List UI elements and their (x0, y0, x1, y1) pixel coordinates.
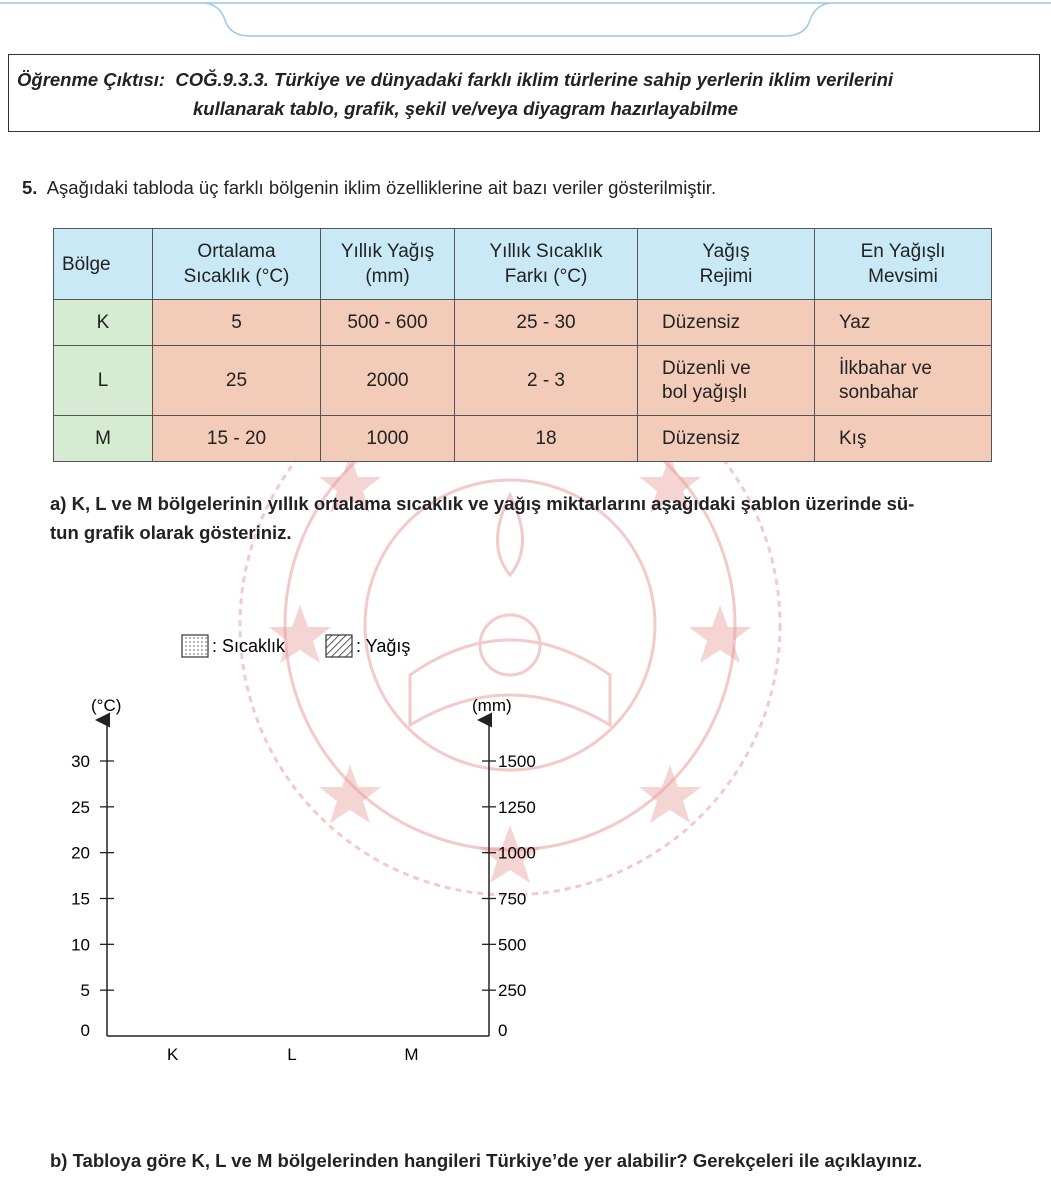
left-axis-tick-label: 25 (71, 797, 90, 817)
legend-swatch-precipitation (326, 635, 352, 657)
cell-precipitation: 2000 (321, 346, 455, 416)
right-axis-tick-label: 1000 (498, 843, 536, 863)
cell-region: L (54, 346, 153, 416)
left-axis-tick-label: 30 (71, 752, 90, 771)
right-axis-tick-label: 500 (498, 935, 527, 955)
cell-region: K (54, 300, 153, 346)
climate-data-table (53, 228, 992, 462)
learning-outcome-line-2: kullanarak tablo, grafik, şekil ve/veya diyagram hazırlayabilme (193, 98, 738, 119)
table-row (54, 346, 992, 416)
question-number: 5. (22, 177, 38, 198)
left-axis-tick-label: 15 (71, 889, 90, 909)
legend-swatch-temperature (182, 635, 208, 657)
top-decoration (0, 0, 1051, 40)
left-axis-unit-label: (°C) (91, 696, 122, 715)
cell-precipitation: 1000 (321, 416, 455, 462)
cell-regime: Düzensiz (638, 416, 815, 462)
x-axis-category-label: L (287, 1045, 297, 1064)
cell-season: Kış (815, 416, 992, 462)
table-row (54, 300, 992, 346)
header-precipitation-regime: Yağış Rejimi (638, 229, 815, 300)
cell-regime: Düzensiz (638, 300, 815, 346)
left-axis-tick-label: 5 (80, 981, 90, 1001)
cell-temperature: 15 - 20 (153, 416, 321, 462)
header-wettest-season: En Yağışlı Mevsimi (815, 229, 992, 300)
question-stem (22, 177, 716, 199)
learning-outcome-code: COĞ.9.3.3. Türkiye ve dünyadaki farklı iklim türlerine sahip yerlerin iklim verilerini (175, 69, 894, 90)
empty-bar-chart-template (0, 620, 1051, 1080)
table-row (54, 416, 992, 462)
cell-temperature-range: 18 (455, 416, 638, 462)
cell-temperature-range: 25 - 30 (455, 300, 638, 346)
part-b-question: b) Tabloya göre K, L ve M bölgelerinden hangileri Türkiye’de yer alabilir? Gerekçeleri ile açıklayınız. (50, 1150, 923, 1171)
question-text: Aşağıdaki tabloda üç farklı bölgenin iklim özelliklerine ait bazı veriler gösterilmiştir. (46, 177, 717, 198)
right-axis-unit-label: (mm) (472, 696, 512, 715)
left-axis-tick-label: 10 (71, 935, 90, 955)
cell-season: Yaz (815, 300, 992, 346)
learning-outcome-line-1 (17, 69, 893, 91)
header-avg-temperature: Ortalama Sıcaklık (°C) (153, 229, 321, 300)
cell-temperature: 25 (153, 346, 321, 416)
header-region: Bölge (54, 229, 153, 300)
left-axis-tick-label: 0 (80, 1021, 90, 1040)
legend-label-temperature: : Sıcaklık (212, 636, 286, 656)
right-axis-tick-label: 750 (498, 889, 527, 909)
header-annual-precipitation: Yıllık Yağış (mm) (321, 229, 455, 300)
learning-outcome-box (8, 54, 1040, 132)
x-axis-category-label: K (166, 1045, 179, 1064)
table-header-row (54, 229, 992, 300)
right-axis-tick-label: 1500 (498, 752, 536, 771)
right-axis-tick-label: 250 (498, 981, 527, 1001)
cell-temperature-range: 2 - 3 (455, 346, 638, 416)
right-axis-tick-label: 1250 (498, 797, 536, 817)
learning-outcome-label: Öğrenme Çıktısı: (17, 69, 166, 90)
cell-precipitation: 500 - 600 (321, 300, 455, 346)
legend-label-precipitation: : Yağış (356, 636, 411, 656)
cell-season: İlkbahar ve sonbahar (815, 346, 992, 416)
header-annual-temperature-range: Yıllık Sıcaklık Farkı (°C) (455, 229, 638, 300)
cell-region: M (54, 416, 153, 462)
right-axis-tick-label: 0 (498, 1021, 508, 1040)
x-axis-category-label: M (404, 1045, 419, 1064)
cell-temperature: 5 (153, 300, 321, 346)
cell-regime: Düzenli ve bol yağışlı (638, 346, 815, 416)
left-axis-tick-label: 20 (71, 843, 90, 863)
part-a-question: a) K, L ve M bölgelerinin yıllık ortalama sıcaklık ve yağış miktarlarını aşağıdaki şablon üzerinde sü- tun grafik olarak gösteriniz. (50, 493, 915, 543)
